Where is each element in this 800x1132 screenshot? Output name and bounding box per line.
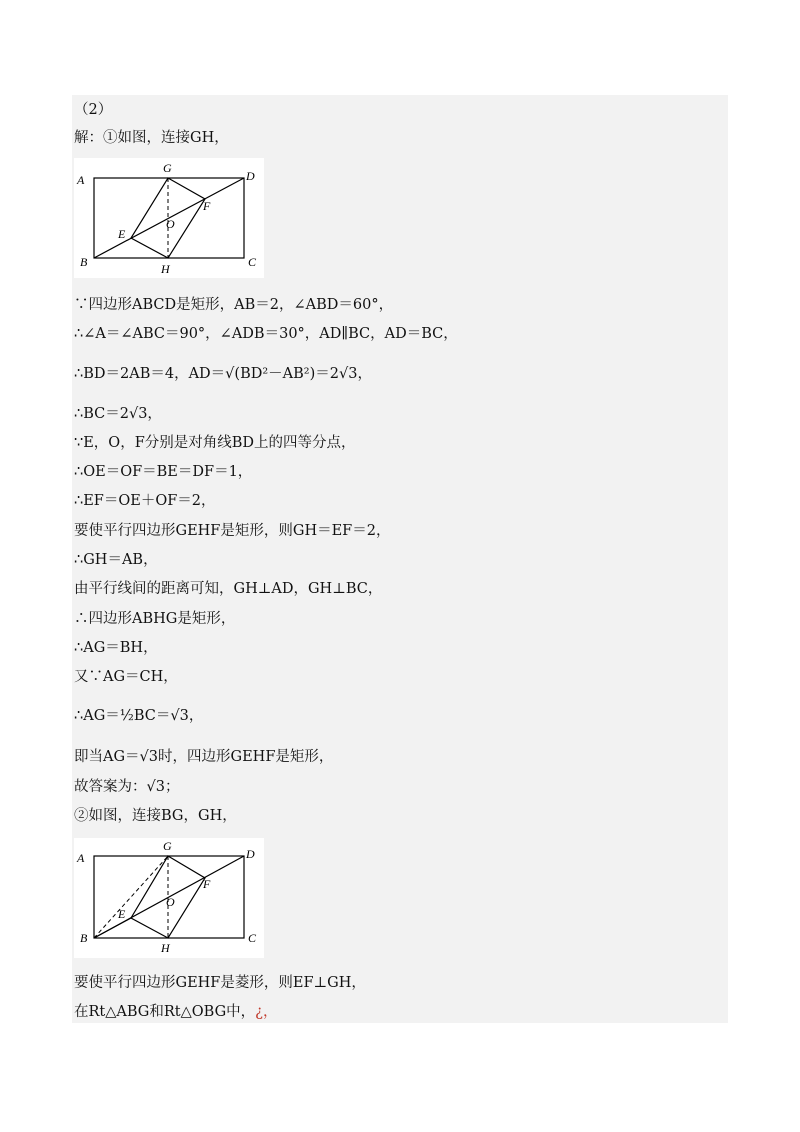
figure-1-label-h: H xyxy=(161,262,170,276)
solution-intro: 解：①如图，连接GH， xyxy=(74,130,229,146)
step-angles: ∴∠A＝∠ABC＝90°，∠ADB＝30°，AD∥BC，AD＝BC， xyxy=(74,326,458,342)
figure-2-label-b: B xyxy=(80,931,88,945)
step-conclusion: 即当AG＝√3时，四边形GEHF是矩形， xyxy=(74,749,334,765)
figure-1-label-d: D xyxy=(246,169,255,183)
figure-2-label-a: A xyxy=(77,851,85,865)
part-label: （2） xyxy=(74,102,113,118)
step-quartering: ∵E，O，F分别是对角线BD上的四等分点， xyxy=(74,435,356,451)
step-ag-ch: 又∵AG＝CH， xyxy=(74,669,178,685)
figure-2-label-d: D xyxy=(246,847,255,861)
triangle-compare-text: 在Rt△ABG和Rt△OBG中， xyxy=(74,1004,256,1020)
step-given: ∵四边形ABCD是矩形，AB＝2，∠ABD＝60°， xyxy=(74,297,394,313)
part-two-intro: ②如图，连接BG，GH， xyxy=(74,808,237,824)
step-gh-ab: ∴GH＝AB， xyxy=(74,552,158,568)
figure-2-label-f: F xyxy=(203,877,211,891)
figure-1-label-o: O xyxy=(166,217,175,231)
figure-1-label-e: E xyxy=(118,227,126,241)
figure-2-label-g: G xyxy=(163,839,172,853)
step-abhg: ∴四边形ABHG是矩形， xyxy=(74,611,236,627)
figure-1-label-g: G xyxy=(163,161,172,175)
figure-2-label-c: C xyxy=(248,931,257,945)
figure-2-label-h: H xyxy=(161,941,170,955)
figure-1-label-c: C xyxy=(248,255,257,269)
figure-2 xyxy=(74,838,264,958)
figure-1 xyxy=(74,158,264,278)
step-bd-ad: ∴BD＝2AB＝4，AD＝√(BD²－AB²)＝2√3， xyxy=(74,366,372,382)
step-ag-bh: ∴AG＝BH， xyxy=(74,640,158,656)
figure-1-label-f: F xyxy=(203,199,211,213)
garbled-glyph: ¿， xyxy=(255,1004,278,1020)
figure-2-label-e: E xyxy=(118,907,126,921)
figure-1-label-b: B xyxy=(80,255,88,269)
step-ef: ∴EF＝OE＋OF＝2， xyxy=(74,493,216,509)
answer-line: 故答案为：√3； xyxy=(74,779,180,795)
step-bc: ∴BC＝2√3， xyxy=(74,406,162,422)
step-ag-value: ∴AG＝½BC＝√3， xyxy=(74,708,204,724)
step-perpendicular: 由平行线间的距离可知，GH⊥AD，GH⊥BC， xyxy=(74,581,383,597)
figure-2-label-o: O xyxy=(166,895,175,909)
triangle-compare xyxy=(74,1003,277,1021)
step-rectangle-condition: 要使平行四边形GEHF是矩形，则GH＝EF＝2， xyxy=(74,523,391,539)
step-equal-segments: ∴OE＝OF＝BE＝DF＝1， xyxy=(74,464,253,480)
rhombus-condition: 要使平行四边形GEHF是菱形，则EF⊥GH， xyxy=(74,975,366,991)
figure-1-label-a: A xyxy=(77,173,85,187)
